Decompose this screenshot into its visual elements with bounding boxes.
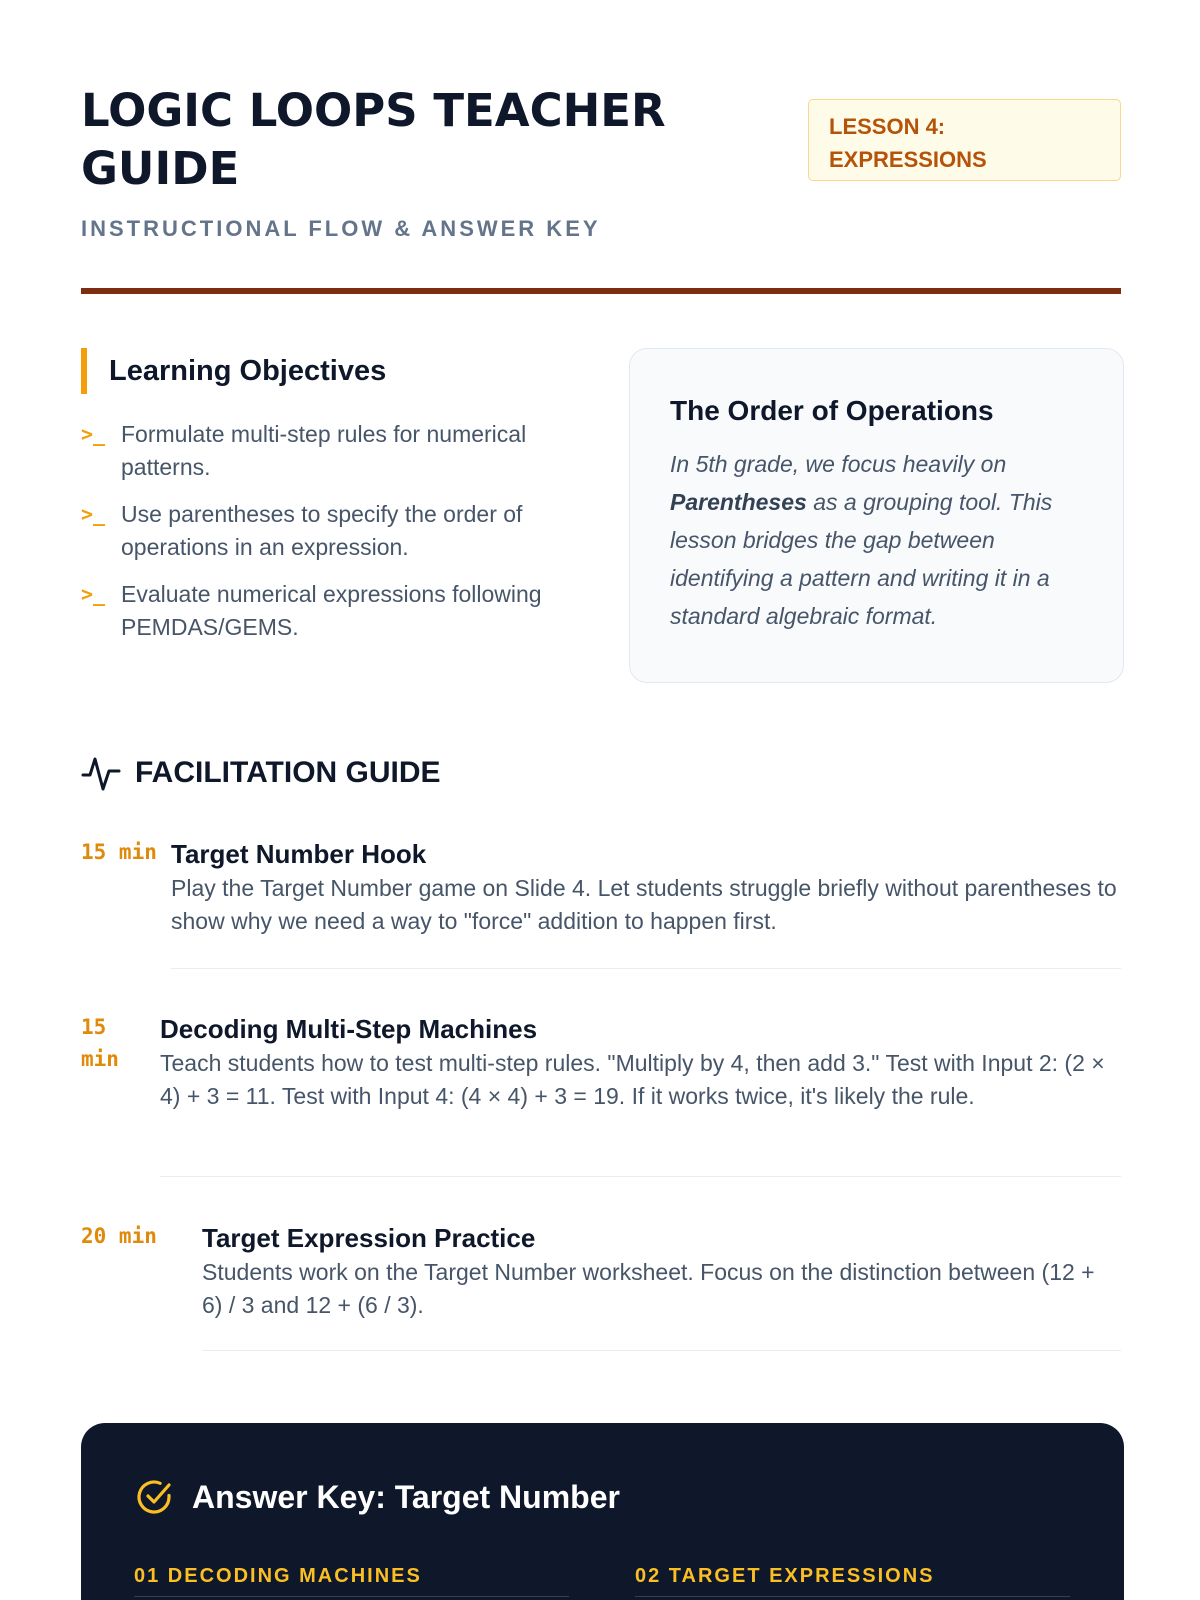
card-title: The Order of Operations — [670, 395, 994, 426]
facilitation-title: FACILITATION GUIDE — [135, 756, 441, 789]
page-subtitle: INSTRUCTIONAL FLOW & ANSWER KEY — [81, 216, 601, 241]
objective-item — [81, 498, 581, 564]
objective-item — [81, 578, 581, 644]
answer-key-panel — [81, 1423, 1124, 1600]
step-duration: 20 min — [81, 1224, 157, 1248]
step-duration: 15 min — [81, 1015, 119, 1071]
step-title: Target Number Hook — [171, 839, 427, 869]
header-divider — [81, 288, 1121, 294]
objectives-list — [81, 418, 581, 644]
order-of-operations-card — [629, 348, 1124, 683]
objective-text: Formulate multi-step rules for numerical patterns. — [121, 421, 527, 480]
step-content — [160, 1011, 1121, 1177]
step-description: Students work on the Target Number worksheet. Focus on the distinction between (12 + 6) / 3 and 12 + (6 / 3). — [202, 1259, 1095, 1318]
objective-text: Evaluate numerical expressions following PEMDAS/GEMS. — [121, 581, 542, 640]
answer-key-heading — [134, 1477, 620, 1517]
card-body — [670, 445, 1083, 635]
step-duration: 15 min — [81, 840, 157, 864]
objective-item — [81, 418, 581, 484]
page-title: LOGIC LOOPS TEACHER GUIDE — [81, 84, 666, 195]
activity-icon — [81, 753, 121, 793]
step-content — [171, 836, 1121, 969]
card-body-end: as a grouping tool. This lesson bridges the gap between identifying a pattern and writing it in a standard algebraic format. — [670, 489, 1053, 629]
terminal-prompt-icon: >_ — [81, 582, 106, 606]
objective-text: Use parentheses to specify the order of operations in an expression. — [121, 501, 523, 560]
card-body-emphasis: Parentheses — [670, 489, 807, 515]
terminal-prompt-icon: >_ — [81, 422, 106, 446]
step-title: Decoding Multi-Step Machines — [160, 1014, 538, 1044]
terminal-prompt-icon: >_ — [81, 502, 106, 526]
answer-column-heading: 02 TARGET EXPRESSIONS — [635, 1565, 1070, 1597]
step-content — [202, 1220, 1121, 1351]
check-circle-icon — [134, 1477, 174, 1517]
answer-key-title: Answer Key: Target Number — [192, 1478, 620, 1515]
step-description: Teach students how to test multi-step rules. "Multiply by 4, then add 3." Test with Input 2: (2 × 4) + 3 = 11. Test with Input 4: (4 × 4) + 3 = 19. If it works twice, it's likely the rule. — [160, 1050, 1105, 1109]
facilitation-heading — [81, 752, 441, 794]
step-description: Play the Target Number game on Slide 4. Let students struggle briefly without parentheses to show why we need a way to "force" addition to happen first. — [171, 875, 1117, 934]
learning-objectives — [81, 348, 581, 658]
card-body-start: In 5th grade, we focus heavily on — [670, 451, 1007, 477]
objectives-heading: Learning Objectives — [81, 348, 581, 394]
lesson-badge: LESSON 4: EXPRESSIONS — [808, 99, 1121, 181]
answer-column-heading: 01 DECODING MACHINES — [134, 1565, 569, 1597]
page-header — [81, 82, 1121, 294]
step-title: Target Expression Practice — [202, 1223, 536, 1253]
